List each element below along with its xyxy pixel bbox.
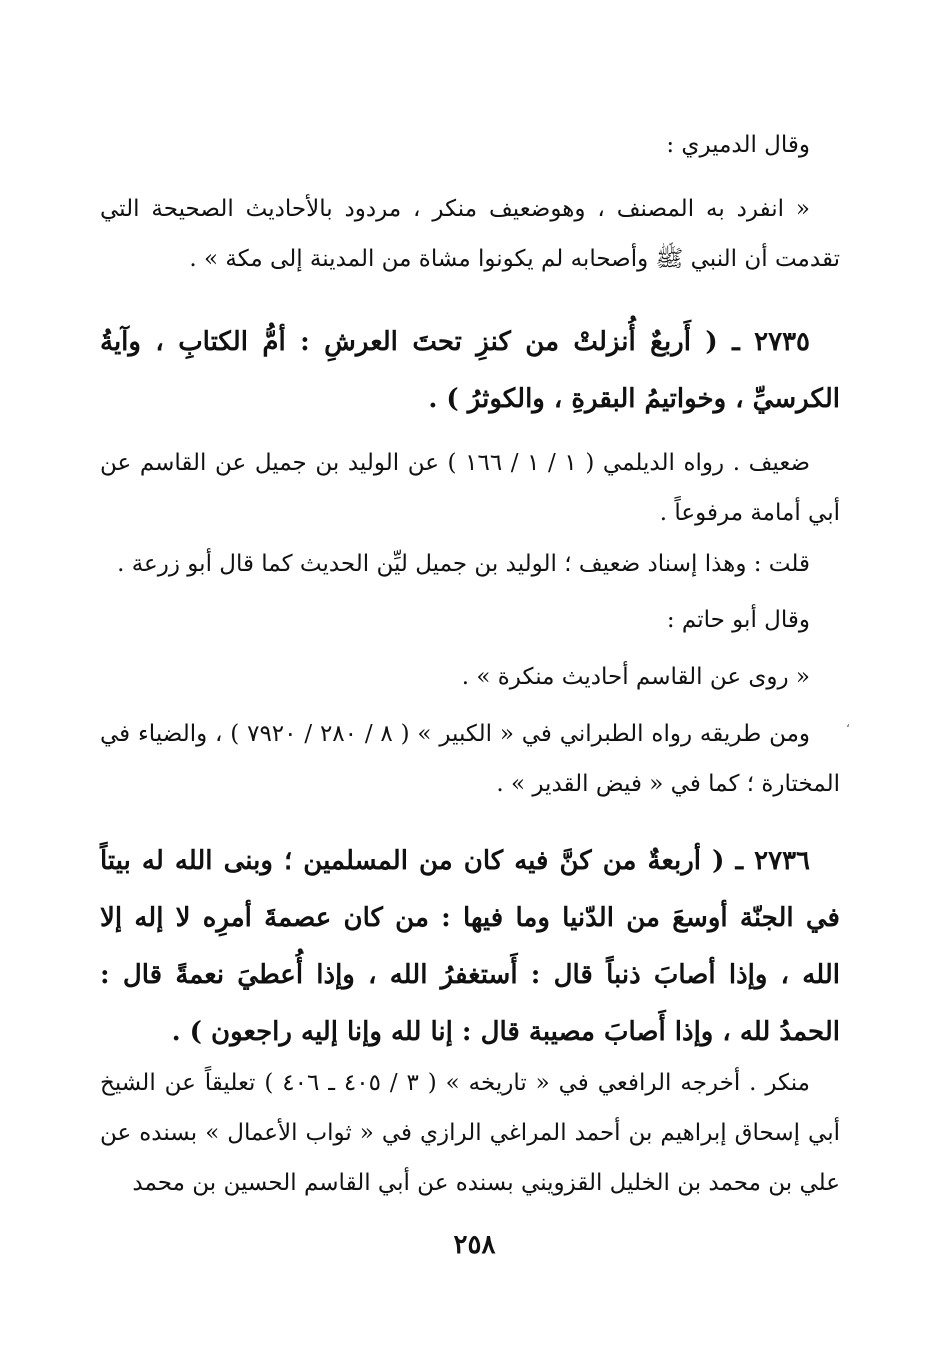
comment-paragraph: قلت : وهذا إسناد ضعيف ؛ الوليد بن جميل ليِّن الحديث كما قال أبو زرعة . (117, 551, 810, 577)
grading-2735: ضعيف . رواه الديلمي ( ١ / ١ / ١٦٦ ) عن الوليد بن جميل عن القاسم عن أبي أمامة مرفوعاً . (100, 450, 840, 526)
hadith-2736: ٢٧٣٦ ـ ( أربعةٌ من كنَّ فيه كان من المسلمين ؛ وبنى الله له بيتاً في الجنّة أوسعَ من الدّنيا وما فيها : من كان عصمةَ أمرِه لا إله إلا الله ، وإذا أصابَ ذنباً قال : أَستغفرُ الله ، وإذا أُعطيَ نعمةً قال : الحمدُ لله ، وإذا أَصابَ مصيبة قال : إنا لله وإنا إليه راجعون ) . (100, 846, 840, 1047)
page-number: ٢٥٨ (453, 1230, 496, 1260)
grading-2736: منكر . أخرجه الرافعي في « تاريخه » ( ٣ / ٤٠٥ ـ ٤٠٦ ) تعليقاً عن الشيخ أبي إسحاق إبراهيم بن أحمد المراغي الرازي في « ثواب الأعمال » بسنده عن علي بن محمد بن الخليل القزويني بسنده عن أبي القاسم الحسين بن محمد (100, 1070, 840, 1196)
quote-paragraph: « انفرد به المصنف ، وهوضعيف منكر ، مردود بالأحاديث الصحيحة التي تقدمت أن النبي ﷺ وأصحابه لم يكونوا مشاة من المدينة إلى مكة » . (100, 196, 840, 272)
quote-line: « روى عن القاسم أحاديث منكرة » . (461, 664, 810, 690)
abu-hatim-line: وقال أبو حاتم : (666, 607, 810, 633)
source-paragraph: ومن طريقه رواه الطبراني في « الكبير » ( ٨ / ٢٨٠ / ٧٩٢٠ ) ، والضياء في المختارة ؛ كما في « فيض القدير » . (100, 721, 840, 797)
intro-line: وقال الدميري : (666, 132, 810, 158)
hadith-2735: ٢٧٣٥ ـ ( أَربعٌ أُنزلتْ من كنزِ تحتَ العرشِ : أمُّ الكتابِ ، وآيةُ الكرسيِّ ، وخواتيمُ البقرةِ ، والكوثرُ ) . (100, 327, 840, 414)
margin-mark: ، (846, 716, 850, 730)
